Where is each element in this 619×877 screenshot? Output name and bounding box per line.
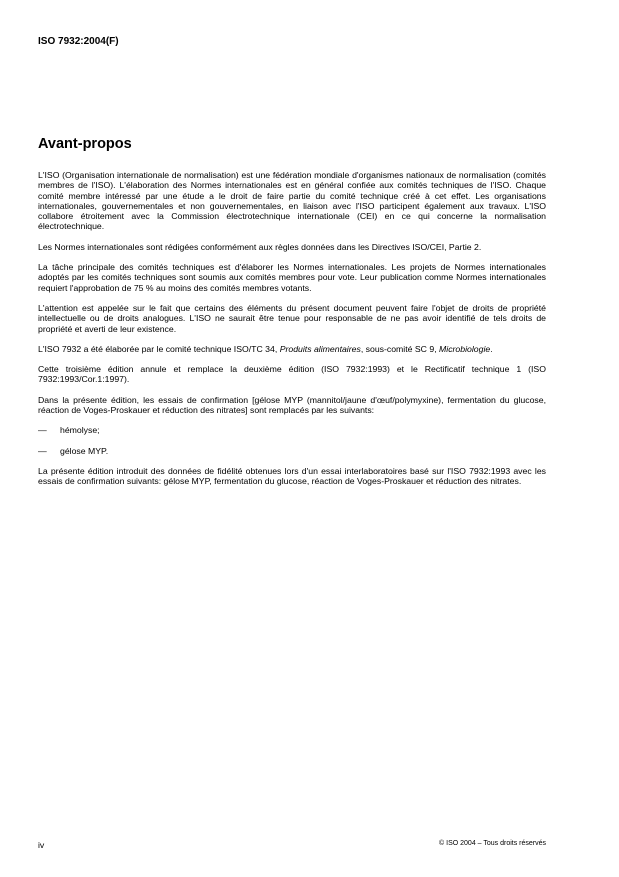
paragraph-changes: Dans la présente édition, les essais de confirmation [gélose MYP (mannitol/jaune d'œuf/polymyxine), fermentation du glucose, réaction de Voges-Proskauer et réduction des nitrates] sont remplacés par les suivants:	[38, 394, 546, 416]
list-dash: —	[38, 445, 47, 456]
paragraph-prepared-by	[38, 344, 546, 354]
subcommittee-text: , sous-comité SC 9,	[360, 343, 440, 354]
paragraph-technical-committees: La tâche principale des comités techniques est d'élaborer les Normes internationales. Les projets de Normes internationales adoptés par les comités techniques sont soumis aux comités membres pour vote. Leur publication comme Normes internationales requiert l'approbation de 75 % au moins des comités membres votants.	[38, 262, 546, 293]
page-number: iv	[38, 840, 45, 850]
committee-name: Produits alimentaires	[279, 343, 361, 354]
copyright-notice: © ISO 2004 – Tous droits réservés	[439, 840, 546, 847]
subcommittee-name: Microbiologie	[439, 343, 491, 354]
sentence-end: .	[490, 343, 493, 354]
list-dash: —	[38, 425, 47, 436]
document-identifier: ISO 7932:2004(F)	[38, 36, 119, 47]
section-title: Avant-propos	[38, 136, 132, 152]
foreword-body	[38, 170, 546, 497]
paragraph-iso-organisation: L'ISO (Organisation internationale de normalisation) est une fédération mondiale d'organismes nationaux de normalisation (comités membres de l'ISO). L'élaboration des Normes internationales est en général confiée aux comités techniques de l'ISO. Chaque comité membre intéressé par une étude a le droit de faire partie du comité technique créé à cet effet. Les organisations internationales, gouvernementales et non gouvernementales, en liaison avec l'ISO participent également aux travaux. L'ISO collabore étroitement avec la Commission électrotechnique internationale (CEI) en ce qui concerne la normalisation électrotechnique.	[38, 170, 546, 232]
paragraph-patent-rights: L'attention est appelée sur le fait que certains des éléments du présent document peuvent faire l'objet de droits de propriété intellectuelle ou de droits analogues. L'ISO ne saurait être tenue pour responsable de ne pas avoir identifié de tels droits de propriété et averti de leur existence.	[38, 302, 546, 334]
paragraph-edition: Cette troisième édition annule et remplace la deuxième édition (ISO 7932:1993) et le Rectificatif technique 1 (ISO 7932:1993/Cor.1:1997).	[38, 364, 546, 385]
paragraph-precision-data: La présente édition introduit des données de fidélité obtenues lors d'un essai interlaboratoires basé sur l'ISO 7932:1993 avec les essais de confirmation suivants: gélose MYP, fermentation du glucose, réaction de Voges-Proskauer et réduction des nitrates.	[38, 465, 546, 487]
paragraph-directives: Les Normes internationales sont rédigées conformément aux règles données dans les Directives ISO/CEI, Partie 2.	[38, 241, 482, 252]
list-item	[38, 446, 546, 456]
list-item-text: hémolyse;	[60, 425, 100, 436]
list-item	[38, 425, 546, 435]
prepared-by-text: L'ISO 7932 a été élaborée par le comité technique ISO/TC 34,	[38, 343, 280, 354]
list-item-text: gélose MYP.	[60, 445, 109, 456]
